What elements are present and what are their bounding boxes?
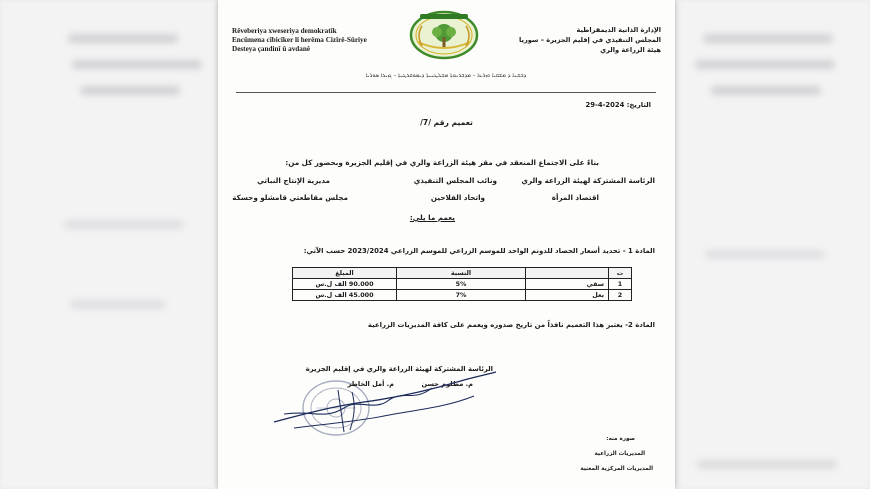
blur-text-line [80,86,180,95]
header-arabic-line-3: هيئة الزراعة والري [600,46,661,54]
document-page [218,0,675,489]
organization-logo [406,8,482,60]
table-header-type [526,268,609,279]
cc-label: صورة منه: [606,436,635,442]
table-cell-rate: 7% [397,290,526,301]
table-header-amount: المبلغ [293,268,397,279]
table-header-number: ت [609,268,632,279]
article-2: المادة 2- يعتبر هذا التعميم نافذاً من تاريخ صدوره ويعمم على كافة المديريات الزراعية [367,321,655,329]
blur-text-line [70,300,166,309]
blur-text-line [72,60,202,69]
blur-text-line [64,220,184,229]
attendee-canton-council: مجلس مقاطعتي قامشلو وحسكة [232,193,348,202]
intro-paragraph: بناءً على الاجتماع المنعقد في مقر هيئة الزراعة والري في إقليم الجزيرة وبحضور كل من: [285,158,599,167]
blur-text-line [697,460,837,469]
attendee-farmers-union: واتحاد الفلاحين [430,193,485,202]
handwritten-signature [264,362,504,442]
document-date: التاريخ: 2024-4-29 [585,101,651,109]
header-arabic-line-2: المجلس التنفيذي في إقليم الجزيرة – سوريا [519,36,661,44]
table-cell-number: 2 [609,290,632,301]
cc-line-central-directorates: المديريات المركزية المعنية [580,466,653,472]
harvest-price-table [292,267,632,301]
decision-intro: يعمم ما يلي: [409,213,455,222]
header-arabic-line-1: الإدارة الذاتية الديمقراطية [576,26,661,34]
table-header-rate: النسبة [397,268,526,279]
table-row [293,279,632,290]
table-header-row [293,268,632,279]
attendee-plant-production: مديرية الإنتاج النباتي [257,176,330,185]
blur-text-line [705,250,825,259]
header-divider [236,92,656,93]
table-cell-amount: 90.000 الف ل.س [293,279,397,290]
table-row [293,290,632,301]
blur-text-line [695,60,835,69]
signatory-title: الرئاسة المشتركة لهيئة الزراعة والري في إقليم الجزيرة [305,365,493,373]
header-kurdish-line-1: Rêveberiya xweseriya demokratîk [232,27,337,35]
header-syriac-line: ܕܒܫܢܐ ܕ ܡܫܩܝܐ ܘܙܪܥܐ – ܡܕܒܪܢܘܬܐ ܡܫܠܛܢܝܬܐ ܕܝܡܘܩܪܛܝܬܐ – ܓܙܝܪܐ ܣܘܪܝܐ [365,73,527,79]
signatory-names: م. مطلوم حسن م. أمل الخاطر [347,380,473,388]
article-1: المادة 1 - تحديد أسعار الحصاد للدونم الواحد للموسم الزراعي للموسم الزراعي 2023/2024 حسب الآتي: [303,247,655,255]
attendee-cochair: الرئاسة المشتركة لهيئة الزراعة والري [521,176,655,185]
table-cell-type: بعل [526,290,609,301]
cc-line-directorates: المديريات الزراعية [594,451,645,457]
blur-text-line [68,34,178,43]
blur-text-line [703,34,833,43]
table-cell-number: 1 [609,279,632,290]
background-right-blur [675,0,870,489]
table-cell-type: سقي [526,279,609,290]
document-title: تعميم رقم /7/ [420,118,473,127]
header-kurdish-line-3: Desteya çandinî û avdanê [232,45,311,53]
background-left-blur [0,0,218,489]
attendee-women-economy: اقتصاد المرأة [551,193,599,202]
table-cell-amount: 45.000 الف ل.س [293,290,397,301]
attendee-deputy: ونائب المجلس التنفيذي [413,176,497,185]
blur-text-line [711,86,821,95]
header-kurdish-line-2: Encûmena cîbicîker li herêma Cizîrê-Sûriye [232,36,367,44]
table-cell-rate: 5% [397,279,526,290]
